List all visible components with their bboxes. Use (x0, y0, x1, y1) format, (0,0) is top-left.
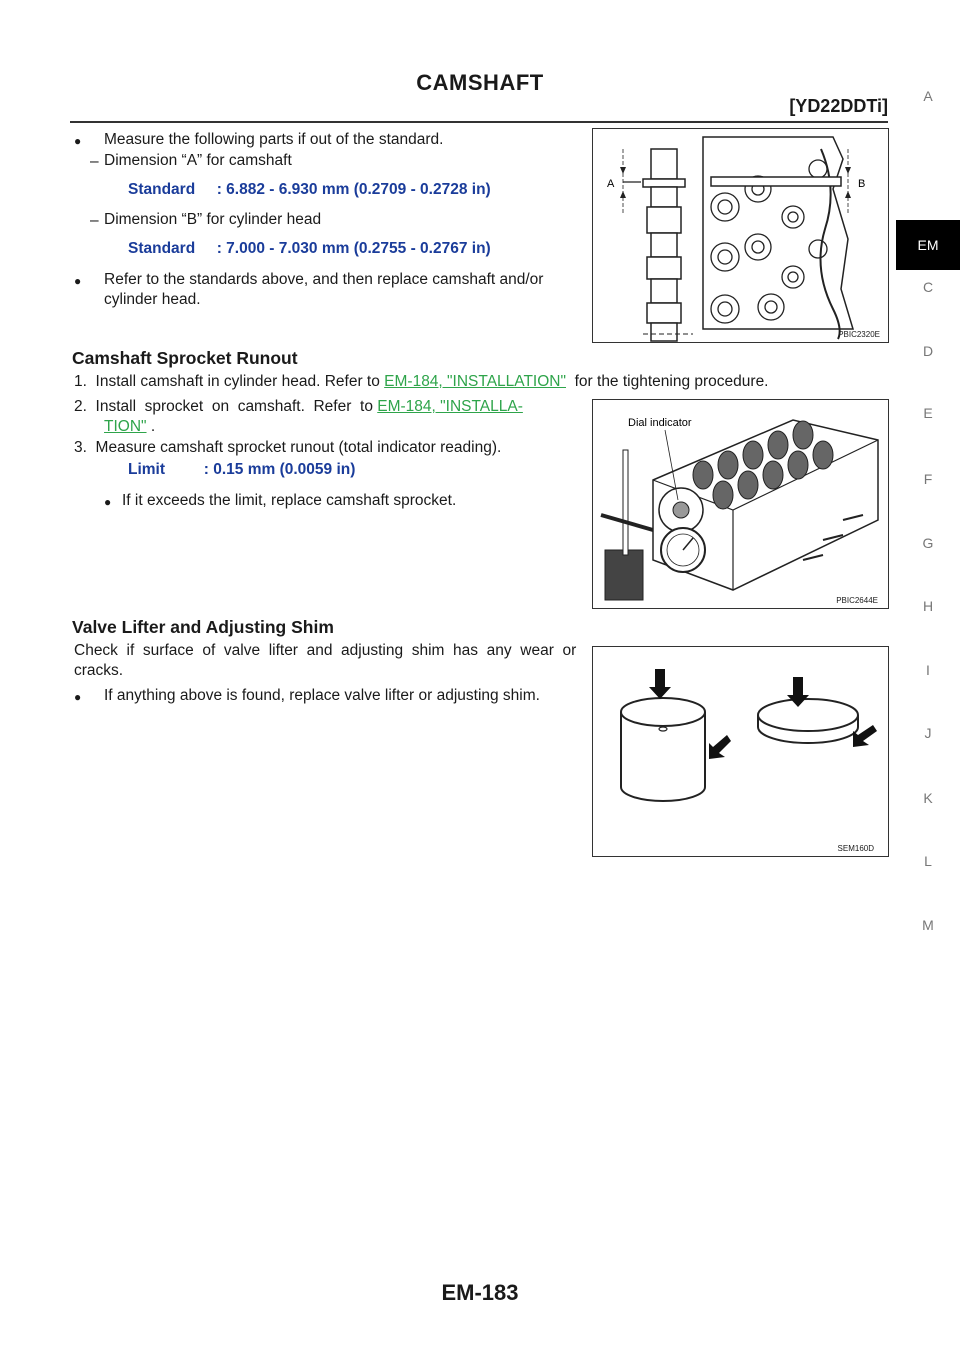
step-3: 3. Measure camshaft sprocket runout (total indicator reading). (74, 439, 502, 456)
step-1-text: 1. Install camshaft in cylinder head. Refer to (74, 373, 385, 390)
engine-code-subtitle: [YD22DDTi] (789, 96, 888, 116)
tab-m[interactable]: M (922, 917, 934, 933)
tab-em-active[interactable]: EM (896, 220, 960, 270)
camshaft-illustration (593, 129, 888, 342)
installation-link-2-cont[interactable]: TION" (104, 418, 147, 435)
figure-code: PBIC2644E (836, 596, 878, 605)
tab-j[interactable]: J (924, 725, 932, 741)
tab-d[interactable]: D (922, 343, 934, 359)
measure-instruction: Measure the following parts if out of the standard. (104, 131, 444, 148)
figure-code: SEM160D (837, 844, 874, 853)
step-2 (74, 397, 523, 417)
tab-e[interactable]: E (923, 405, 933, 421)
replace-instruction-line1: Refer to the standards above, and then replace camshaft and/or (104, 271, 544, 288)
step-2-suffix: . (146, 418, 156, 435)
bullet-icon: ● (74, 274, 82, 288)
dash-icon: – (90, 153, 99, 170)
tab-a[interactable]: A (923, 88, 933, 104)
standard-b-value: Standard : 7.000 - 7.030 mm (0.2755 - 0.2767 in) (128, 240, 491, 257)
installation-link-2[interactable]: EM-184, "INSTALLA- (377, 398, 523, 415)
dial-indicator-caption: Dial indicator (628, 417, 692, 429)
section-heading-sprocket-runout: Camshaft Sprocket Runout (72, 348, 298, 368)
page-title: CAMSHAFT (416, 70, 544, 95)
replace-lifter-instruction: If anything above is found, replace valve lifter or adjusting shim. (104, 687, 540, 704)
step-2-cont (104, 417, 155, 437)
check-surface-line2: cracks. (74, 662, 124, 679)
tab-f[interactable]: F (923, 471, 933, 487)
label-b: B (858, 178, 866, 190)
dial-indicator-illustration (593, 400, 888, 608)
replace-sprocket-instruction: If it exceeds the limit, replace camshaft sprocket. (122, 492, 457, 509)
camshaft-dimension-figure (592, 128, 889, 343)
step-2-text: 2. Install sprocket on camshaft. Refer to (74, 398, 378, 415)
bullet-icon: ● (74, 690, 82, 704)
dimension-b-label: Dimension “B” for cylinder head (104, 211, 322, 228)
tab-g[interactable]: G (922, 535, 934, 551)
section-heading-valve-lifter: Valve Lifter and Adjusting Shim (72, 617, 334, 637)
check-surface-line1: Check if surface of valve lifter and adjusting shim has any wear or (74, 642, 577, 659)
bullet-icon: ● (104, 495, 112, 509)
dash-icon: – (90, 212, 99, 229)
replace-instruction-line2: cylinder head. (104, 291, 201, 308)
runout-limit: Limit : 0.15 mm (0.0059 in) (128, 461, 356, 478)
sprocket-runout-figure (592, 399, 889, 609)
label-a: A (607, 178, 615, 190)
installation-link[interactable]: EM-184, "INSTALLATION" (384, 373, 566, 390)
dimension-a-label: Dimension “A” for camshaft (104, 152, 292, 169)
tab-k[interactable]: K (923, 790, 933, 806)
tab-i[interactable]: I (926, 662, 930, 678)
step-1-suffix: for the tightening procedure. (566, 373, 769, 390)
tab-c[interactable]: C (922, 279, 934, 295)
lifter-shim-illustration (593, 647, 888, 856)
standard-a-value: Standard : 6.882 - 6.930 mm (0.2709 - 0.2728 in) (128, 181, 491, 198)
tab-h[interactable]: H (922, 598, 934, 614)
figure-code: PBIC2320E (838, 330, 880, 339)
header-divider (70, 121, 888, 123)
page-number: EM-183 (441, 1280, 519, 1305)
bullet-icon: ● (74, 134, 82, 148)
step-1 (74, 372, 769, 392)
valve-lifter-figure (592, 646, 889, 857)
tab-l[interactable]: L (924, 853, 932, 869)
